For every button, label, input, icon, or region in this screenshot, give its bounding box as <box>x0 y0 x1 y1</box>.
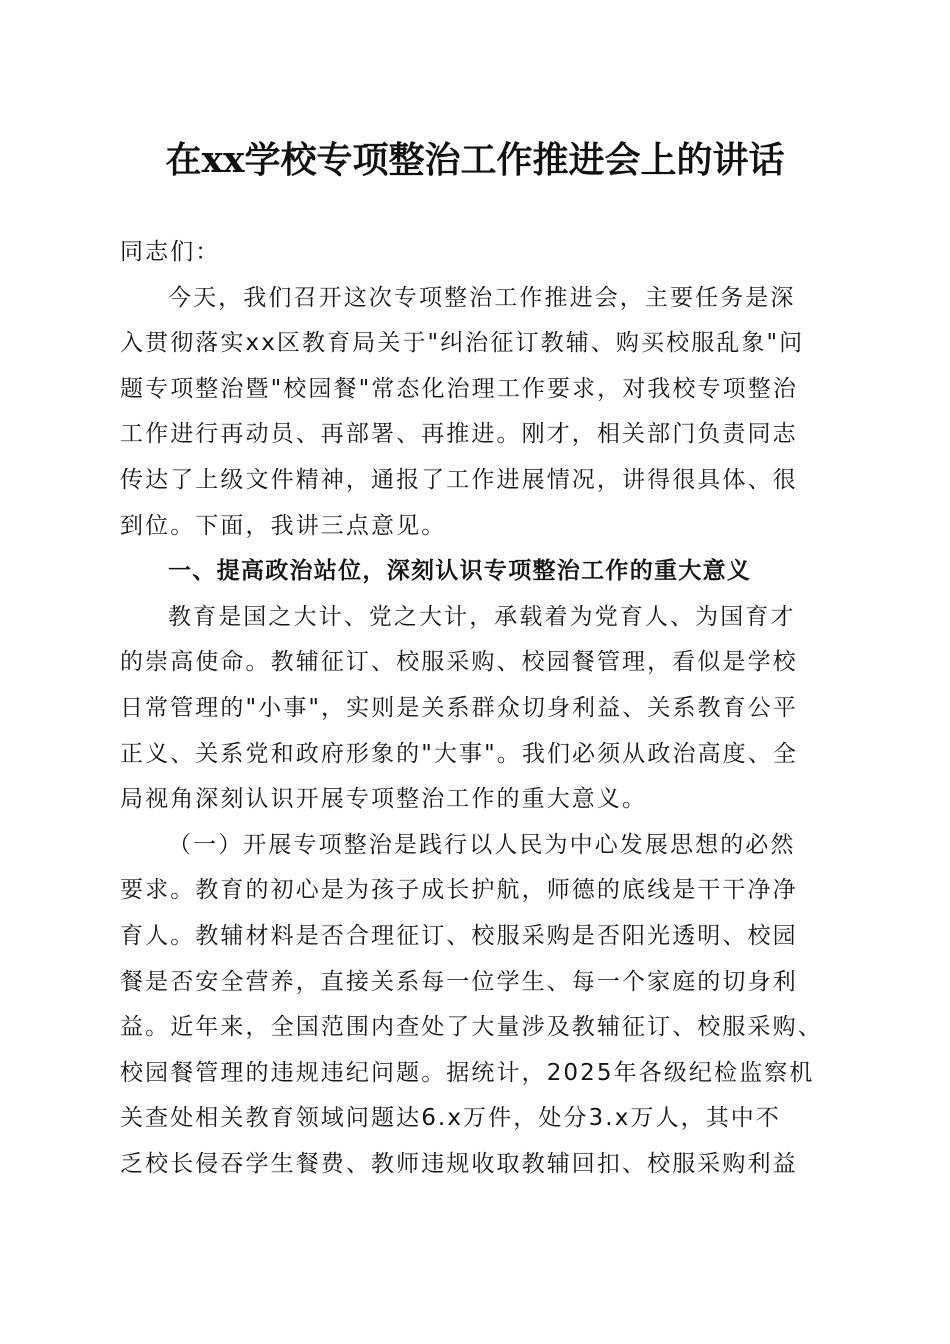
paragraph-line: 的崇高使命。教辅征订、校服采购、校园餐管理，看似是学校 <box>120 649 798 676</box>
paragraph-line: 局视角深刻认识开展专项整治工作的重大意义。 <box>120 786 648 813</box>
section-heading: 一、提高政治站位，深刻认识专项整治工作的重大意义 <box>168 558 752 585</box>
paragraph-line: 题专项整治暨"校园餐"常态化治理工作要求，对我校专项整治 <box>120 375 798 402</box>
paragraph-line: 教育是国之大计、党之大计，承载着为党育人、为国育才 <box>168 603 796 630</box>
paragraph-line: 餐是否安全营养，直接关系每一位学生、每一个家庭的切身利 <box>120 968 798 995</box>
salutation: 同志们： <box>120 239 221 265</box>
paragraph-line: 要求。教育的初心是为孩子成长护航，师德的底线是干干净净 <box>120 877 798 904</box>
paragraph-line: 传达了上级文件精神，通报了工作进展情况，讲得很具体、很 <box>120 466 798 493</box>
paragraph-line: 乏校长侵吞学生餐费、教师违规收取教辅回扣、校服采购利益 <box>120 1150 798 1177</box>
paragraph-line: 到位。下面，我讲三点意见。 <box>120 512 447 539</box>
paragraph-line: 入贯彻落实xx区教育局关于"纠治征订教辅、购买校服乱象"问 <box>120 330 805 357</box>
paragraph-line: 正义、关系党和政府形象的"大事"。我们必须从政治高度、全 <box>120 740 798 767</box>
paragraph-line: 育人。教辅材料是否合理征订、校服采购是否阳光透明、校园 <box>120 922 798 949</box>
paragraph-line: 工作进行再动员、再部署、再推进。刚才，相关部门负责同志 <box>120 421 798 448</box>
document-body <box>120 230 832 1187</box>
paragraph-line: 关查处相关教育领域问题达6.x万件，处分3.x万人，其中不 <box>120 1105 782 1132</box>
paragraph-line: 今天，我们召开这次专项整治工作推进会，主要任务是深 <box>168 284 796 311</box>
subsection-heading-line: （一）开展专项整治是践行以人民为中心发展思想的必然 <box>168 831 796 858</box>
paragraph-line: 益。近年来，全国范围内查处了大量涉及教辅征订、校服采购、 <box>120 1014 823 1041</box>
document-title: 在xx学校专项整治工作推进会上的讲话 <box>165 139 785 181</box>
paragraph-line: 校园餐管理的违规违纪问题。据统计，2025年各级纪检监察机 <box>120 1059 815 1086</box>
paragraph-line: 日常管理的"小事"，实则是关系群众切身利益、关系教育公平 <box>120 694 798 721</box>
